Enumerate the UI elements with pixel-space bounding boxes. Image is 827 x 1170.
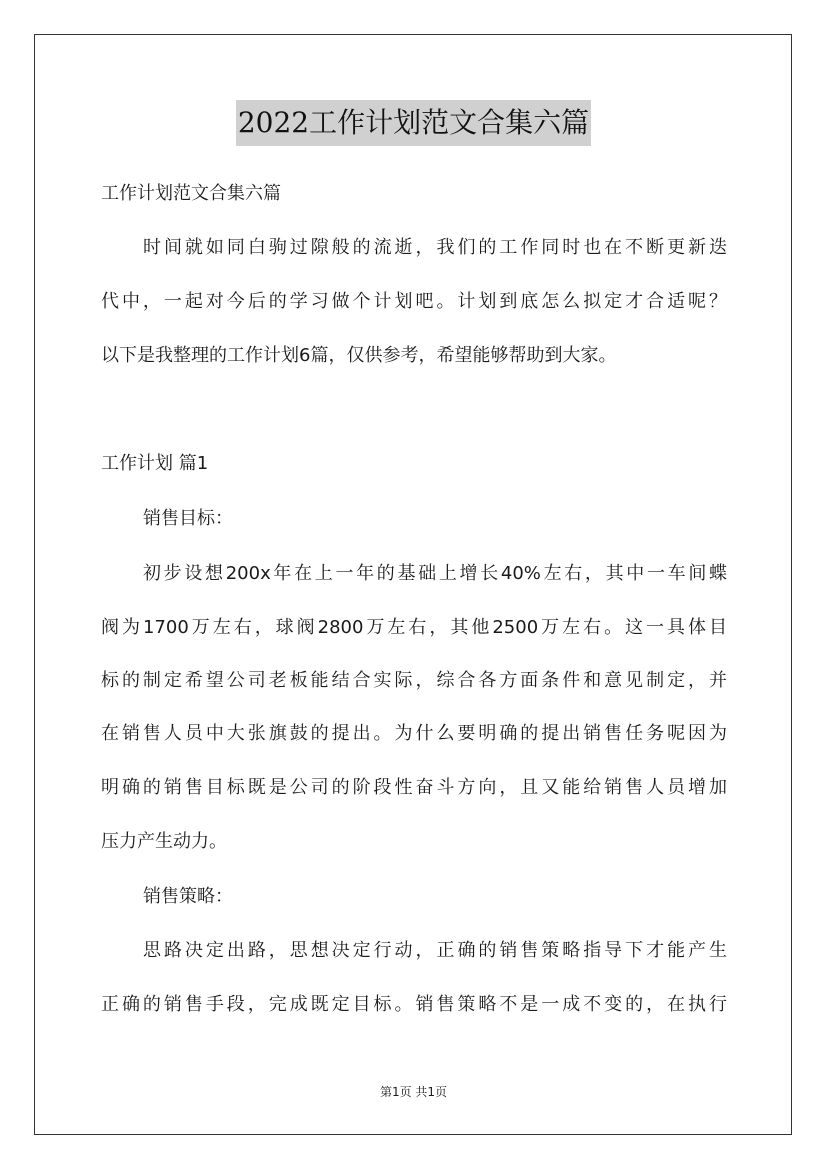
intro-line-1: 时间就如同白驹过隙般的流逝，我们的工作同时也在不断更新迭 — [143, 237, 727, 258]
document-subtitle: 工作计划范文合集六篇 — [101, 183, 281, 204]
sales-strategy-line-2: 正确的销售手段，完成既定目标。销售策略不是一成不变的，在执行 — [101, 994, 727, 1015]
sales-strategy-label: 销售策略： — [143, 886, 233, 907]
page-footer: 第1页 共1页 — [379, 1085, 448, 1099]
sales-target-line-4: 在销售人员中大张旗鼓的提出。为什么要明确的提出销售任务呢因为 — [101, 723, 727, 744]
sales-strategy-line-1: 思路决定出路，思想决定行动，正确的销售策略指导下才能产生 — [143, 940, 727, 961]
sales-target-line-3: 标的制定希望公司老板能结合实际，综合各方面条件和意见制定，并 — [101, 670, 727, 691]
section-heading: 工作计划 篇1 — [101, 453, 209, 474]
sales-target-line-6: 压力产生动力。 — [101, 831, 227, 852]
title-container — [0, 100, 827, 146]
intro-line-2: 代中，一起对今后的学习做个计划吧。计划到底怎么拟定才合适呢？ — [101, 291, 727, 312]
sales-target-line-2: 阀为1700万左右，球阀2800万左右，其他2500万左右。这一具体目 — [101, 617, 727, 638]
document-title: 2022工作计划范文合集六篇 — [236, 100, 591, 146]
sales-target-line-5: 明确的销售目标既是公司的阶段性奋斗方向，且又能给销售人员增加 — [101, 777, 727, 798]
intro-line-3: 以下是我整理的工作计划6篇，仅供参考，希望能够帮助到大家。 — [101, 345, 617, 366]
sales-target-line-1: 初步设想200x年在上一年的基础上增长40%左右，其中一车间蝶 — [143, 563, 727, 584]
sales-target-label: 销售目标： — [143, 508, 233, 529]
